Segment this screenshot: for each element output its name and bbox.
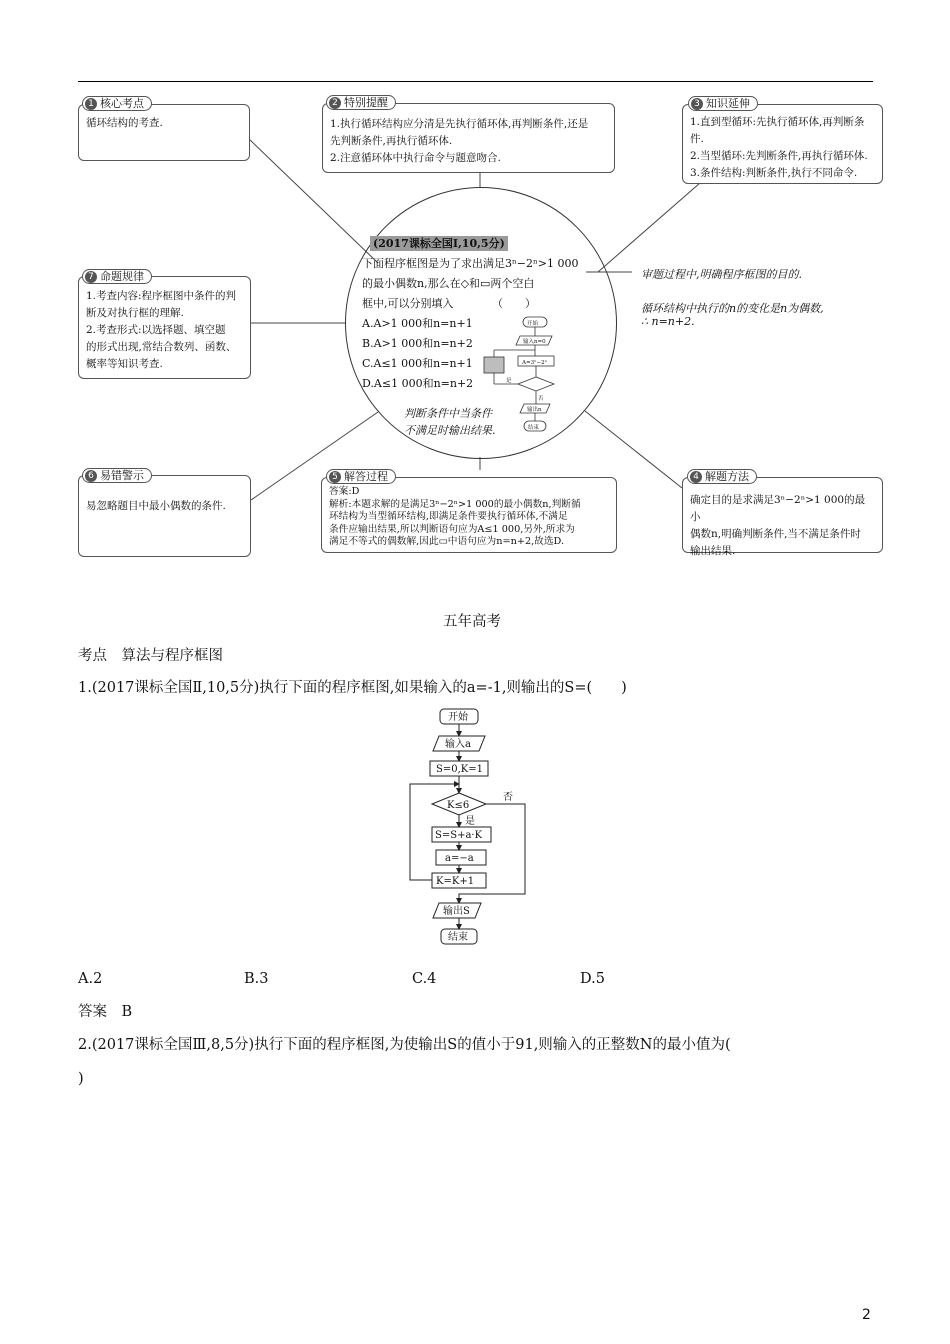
topic-extend-line: 3.条件结构:判断条件,执行不同命令. (690, 167, 858, 179)
topic-solution-line: 解析:本题求解的是满足3ⁿ−2ⁿ>1 000的最小偶数n,判断循 (329, 498, 581, 510)
question-2-stem-end: ) (78, 1071, 84, 1087)
center-option-c: C.A≤1 000和n=n+1 (362, 357, 473, 370)
topic-warning-line: 易忽略题目中最小偶数的条件. (86, 500, 226, 512)
topic-core-box (78, 104, 250, 161)
center-question-source: (2017课标全国Ⅰ,10,5分) (370, 236, 508, 251)
question-1-flowchart (405, 706, 535, 948)
handwritten-note-condition: 判断条件中当条件 (404, 407, 492, 420)
number-badge-4: 4 (690, 471, 702, 483)
topic-extend-line: 件. (690, 133, 704, 145)
flow-output-label: 输出S (443, 906, 470, 917)
mini-output-label: 输出n (527, 407, 542, 413)
flow-input-label: 输入a (445, 739, 471, 750)
topic-remind-tag (326, 95, 396, 110)
topic-heading: 考点 算法与程序框图 (78, 648, 223, 664)
center-question-line: 框中,可以分别填入 （ ） (362, 297, 536, 310)
topic-method-label: 解题方法 (705, 470, 749, 483)
topic-method-box (682, 477, 883, 557)
handwritten-note-purpose: 审题过程中,明确程序框图的目的. (641, 268, 802, 281)
flow-step2-label: a=−a (445, 853, 474, 864)
topic-rule-tag (82, 269, 152, 284)
center-question-line: 下面程序框图是为了求出满足3ⁿ−2ⁿ>1 000 (362, 257, 579, 270)
question-1-option-d: D.5 (580, 971, 605, 987)
question-1-option-b: B.3 (244, 971, 269, 987)
flow-step3-label: K=K+1 (436, 876, 475, 887)
number-badge-2: 2 (329, 97, 341, 109)
topic-method-line: 输出结果. (690, 545, 736, 557)
number-badge-6: 6 (85, 470, 97, 482)
topic-solution-box (321, 477, 617, 553)
topic-core-tag (82, 96, 152, 111)
question-1-stem: 1.(2017课标全国Ⅱ,10,5分)执行下面的程序框图,如果输入的a=-1,则输出的S=( ) (78, 680, 627, 696)
question-1-answer: 答案 B (78, 1004, 133, 1020)
number-badge-5: 5 (329, 471, 341, 483)
topic-warning-label: 易错警示 (100, 469, 144, 482)
question-2-stem: 2.(2017课标全国Ⅲ,8,5分)执行下面的程序框图,为使输出S的值小于91,则输入的正整数N的最小值为( (78, 1037, 731, 1053)
mini-start-label: 开始 (527, 321, 539, 327)
topic-rule-line: 的形式出现,常结合数列、函数、 (86, 341, 237, 353)
topic-method-line: 确定目的是求满足3ⁿ−2ⁿ>1 000的最小 (690, 494, 866, 523)
number-badge-1: 1 (85, 98, 97, 110)
topic-rule-line: 1.考查内容:程序框图中条件的判 (86, 290, 237, 302)
handwritten-note-output: 不满足时输出结果. (404, 424, 496, 437)
topic-remind-box (322, 103, 615, 173)
center-option-d: D.A≤1 000和n=n+2 (362, 377, 474, 390)
center-option-a: A.A>1 000和n=n+1 (362, 317, 473, 330)
topic-extend-label: 知识延伸 (706, 97, 750, 110)
topic-core-line: 循环结构的考查. (86, 117, 163, 129)
topic-solution-line: 答案:D (329, 486, 360, 497)
topic-rule-line: 概率等知识考查. (86, 358, 163, 370)
topic-rule-box (78, 276, 251, 379)
handwritten-note-loop: 循环结构中执行的n的变化是n为偶数, (641, 302, 824, 315)
handwritten-note-step: ∴ n=n+2. (641, 315, 695, 328)
mini-no-label: 否 (538, 396, 544, 402)
topic-extend-line: 2.当型循环:先判断条件,再执行循环体. (690, 150, 868, 162)
question-1-option-a: A.2 (78, 971, 103, 987)
topic-rule-label: 命题规律 (100, 270, 144, 283)
topic-solution-tag (326, 469, 396, 484)
topic-method-tag (687, 469, 757, 484)
page-number: 2 (862, 1307, 871, 1323)
topic-rule-line: 断及对执行框的理解. (86, 307, 184, 319)
flow-start-label: 开始 (448, 712, 468, 723)
flow-yes-label: 是 (465, 816, 475, 827)
topic-method-line: 偶数n,明确判断条件,当不满足条件时 (690, 528, 861, 540)
topic-extend-box (682, 104, 883, 184)
topic-core-label: 核心考点 (100, 97, 144, 110)
flow-init-label: S=0,K=1 (436, 764, 483, 775)
mini-end-label: 结束 (528, 425, 540, 431)
number-badge-3: 3 (691, 98, 703, 110)
topic-remind-line: 1.执行循环结构应分清是先执行循环体,再判断条件,还是 (330, 118, 589, 130)
flow-condition-label: K≤6 (447, 800, 470, 811)
topic-extend-tag (688, 96, 758, 111)
question-1-option-c: C.4 (412, 971, 437, 987)
mini-yes-label: 是 (506, 378, 512, 384)
topic-remind-line: 2.注意循环体中执行命令与题意吻合. (330, 152, 501, 164)
topic-rule-line: 2.考查形式:以选择题、填空题 (86, 324, 226, 336)
topic-solution-line: 条件应输出结果,所以判断语句应为A≤1 000,另外,所求为 (329, 523, 575, 535)
mini-assign-label: A=3ⁿ−2ⁿ (522, 360, 547, 366)
topic-warning-box (78, 475, 251, 557)
section-title: 五年高考 (443, 614, 501, 630)
center-question-line: 的最小偶数n,那么在◇和▭两个空白 (362, 277, 535, 290)
flow-no-label: 否 (503, 792, 513, 803)
center-option-b: B.A>1 000和n=n+2 (362, 337, 473, 350)
number-badge-7: 7 (85, 271, 97, 283)
flow-end-label: 结束 (448, 932, 468, 943)
topic-warning-tag (82, 468, 152, 483)
topic-solution-line: 满足不等式的偶数解,因此▭中语句应为n=n+2,故选D. (329, 536, 565, 547)
topic-remind-line: 先判断条件,再执行循环体. (330, 135, 453, 147)
topic-solution-label: 解答过程 (344, 470, 388, 483)
mini-input-label: 输入n=0 (523, 339, 546, 345)
topic-solution-line: 环结构为当型循环结构,即满足条件要执行循环体,不满足 (329, 511, 568, 522)
topic-extend-line: 1.直到型循环:先执行循环体,再判断条 (690, 116, 865, 128)
topic-remind-label: 特别提醒 (344, 96, 388, 109)
flow-step1-label: S=S+a·K (435, 830, 483, 841)
